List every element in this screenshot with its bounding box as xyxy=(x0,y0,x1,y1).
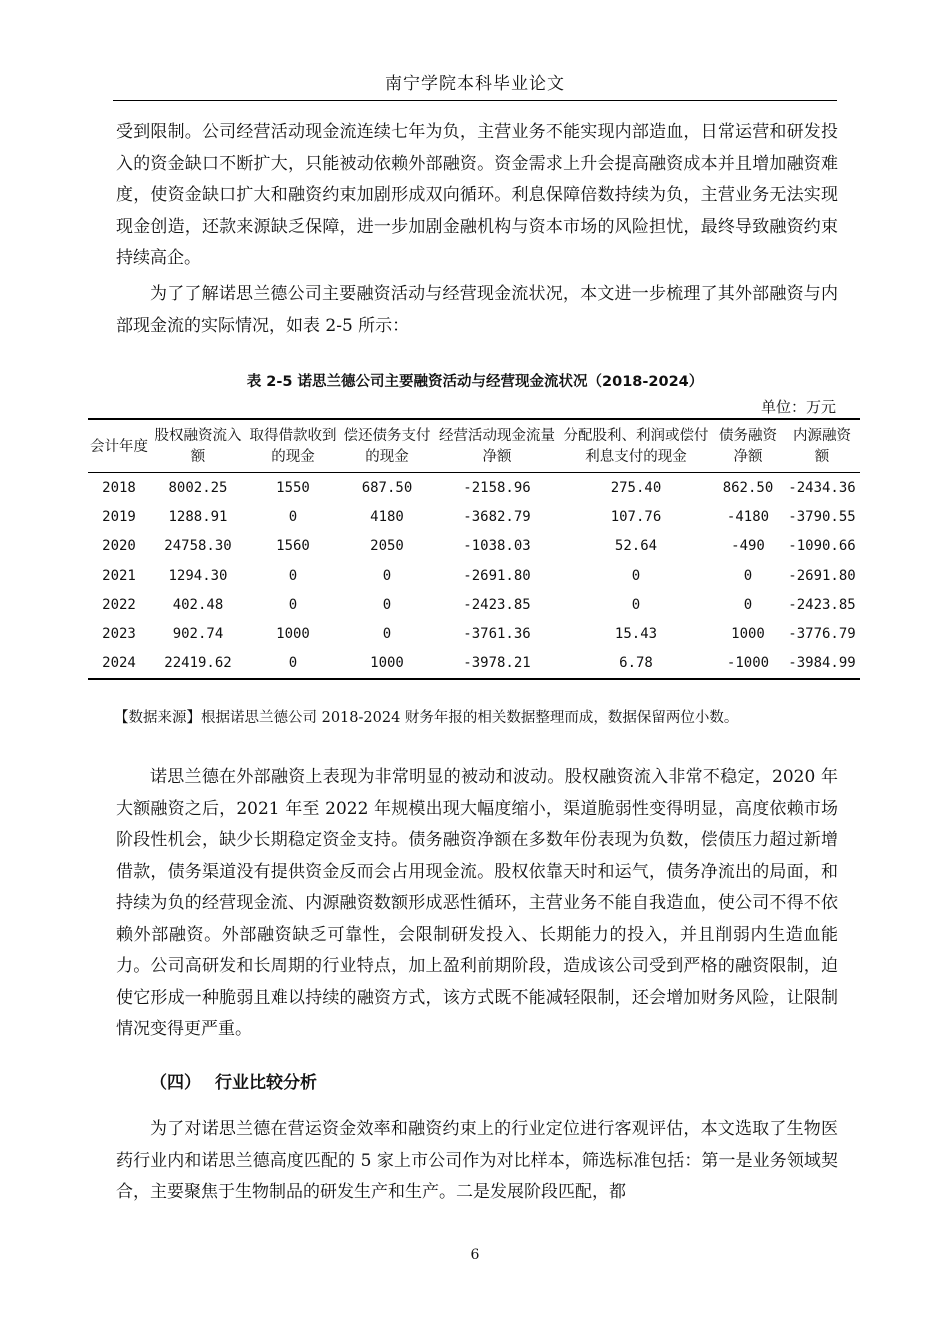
table-caption: 表 2-5 诺思兰德公司主要融资活动与经营现金流状况（2018-2024） xyxy=(246,374,704,390)
table-cell: -1038.03 xyxy=(463,538,531,555)
table-cell: 2050 xyxy=(370,538,404,555)
col-header-year: 会计年度 xyxy=(88,419,150,473)
col-header-borrowing-cash: 取得借款收到的现金 xyxy=(246,419,340,473)
paragraph-3: 诺思兰德在外部融资上表现为非常明显的被动和波动。股权融资流入非常不稳定，2020 年大额融资之后，2021 年至 2022 年规模出现大幅度缩小，渠道脆弱性变得明显，高度依赖市场阶段性机会，缺少长期稳定资金支持。债务融资净额在多数年份表现为负数，偿债压力超过新增借款，债务渠道没有提供资金反而会占用现金流。股权依靠天时和运气，债务净流出的局面，和持续为负的经营现金流、内源融资数额形成恶性循环，主营业务不能自我造血，使公司不得不依赖外部融资。外部融资缺乏可靠性，会限制研发投入、长期能力的投入，并且削弱内生造血能力。公司高研发和长周期的行业特点，加上盈利前期阶段，造成该公司受到严格的融资限制，迫使它形成一种脆弱且难以持续的融资方式，该方式既不能减轻限制，还会增加财务风险，让限制情况变得更严重。 xyxy=(116,767,838,1039)
table-cell: 0 xyxy=(743,567,753,584)
paragraph-1: 受到限制。公司经营活动现金流连续七年为负，主营业务不能实现内部造血，日常运营和研发投入的资金缺口不断扩大，只能被动依赖外部融资。资金需求上升会提高融资成本并且增加融资难度，使资金缺口扩大和融资约束加剧形成双向循环。利息保障倍数持续为负，主营业务无法实现现金创造，还款来源缺乏保障，进一步加剧金融机构与资本市场的风险担忧，最终导致融资约束持续高企。 xyxy=(116,122,838,268)
table-source-note: 【数据来源】根据诺思兰德公司 2018-2024 财务年报的相关数据整理而成，数据保留两位小数。 xyxy=(114,710,739,726)
table-unit: 单位：万元 xyxy=(760,398,836,416)
header-rule xyxy=(113,100,837,101)
table-cell: -3978.21 xyxy=(434,649,560,679)
table-cell: 6.78 xyxy=(560,649,712,679)
page-number: 6 xyxy=(470,1247,480,1263)
table-cell: 0 xyxy=(382,596,392,613)
col-header-equity-inflow: 股权融资流入额 xyxy=(150,419,246,473)
table-cell: -490 xyxy=(731,538,765,555)
table-cell: 0 xyxy=(382,567,392,584)
section-number: （四） xyxy=(150,1073,201,1093)
table-cell: 1000 xyxy=(340,649,434,679)
table-cell: 1560 xyxy=(276,538,310,555)
table-row xyxy=(88,619,860,648)
table-cell: 1000 xyxy=(731,626,765,643)
paragraph-2: 为了了解诺思兰德公司主要融资活动与经营现金流状况，本文进一步梳理了其外部融资与内部现金流的实际情况，如表 2-5 所示： xyxy=(116,284,838,336)
table-cell: -2158.96 xyxy=(463,479,531,496)
section-heading xyxy=(150,1070,317,1096)
paragraph-4: 为了对诺思兰德在营运资金效率和融资约束上的行业定位进行客观评估，本文选取了生物医药行业内和诺思兰德高度匹配的 5 家上市公司作为对比样本，筛选标准包括：第一是业务领域契合，主要聚焦于生物制品的研发生产和生产。二是发展阶段匹配，都 xyxy=(116,1119,838,1202)
table-cell: 902.74 xyxy=(172,626,224,643)
table-cell: 0 xyxy=(288,596,298,613)
table-cell: -3776.79 xyxy=(788,626,856,643)
table-cell: -3790.55 xyxy=(788,508,856,525)
table-cell: 0 xyxy=(631,596,641,613)
table-cell: 862.50 xyxy=(722,479,774,496)
table-cell: 0 xyxy=(288,567,298,584)
table-cell: 1288.91 xyxy=(168,508,228,525)
table-cell: 2018 xyxy=(102,479,136,496)
table-row xyxy=(88,590,860,619)
table-cell: 1000 xyxy=(276,626,310,643)
col-header-internal-financing: 内源融资额 xyxy=(784,419,860,473)
table-cell: 2022 xyxy=(102,596,136,613)
table-cell: 22419.62 xyxy=(150,649,246,679)
table-cell: 2023 xyxy=(102,626,136,643)
table-cell: -3761.36 xyxy=(463,626,531,643)
table-cell: -2691.80 xyxy=(463,567,531,584)
table-cell: -3984.99 xyxy=(784,649,860,679)
table-cell: 402.48 xyxy=(172,596,224,613)
table-cell: 0 xyxy=(288,508,298,525)
table-cell: 52.64 xyxy=(614,538,658,555)
table-cell: -4180 xyxy=(726,508,770,525)
table-cell: 2020 xyxy=(102,538,136,555)
col-header-dividend-interest: 分配股利、利润或偿付利息支付的现金 xyxy=(560,419,712,473)
table-row xyxy=(88,502,860,531)
table-cell: -3682.79 xyxy=(463,508,531,525)
table-cell: 15.43 xyxy=(614,626,658,643)
table-cell: -1090.66 xyxy=(788,538,856,555)
table-cell: 8002.25 xyxy=(168,479,228,496)
table-cell: 1294.30 xyxy=(168,567,228,584)
table-cell: 0 xyxy=(631,567,641,584)
table-cell: 107.76 xyxy=(610,508,662,525)
col-header-operating-cashflow: 经营活动现金流量净额 xyxy=(434,419,560,473)
financing-table xyxy=(88,418,860,680)
running-header: 南宁学院本科毕业论文 xyxy=(385,74,565,94)
table-header-row xyxy=(88,419,860,473)
table-cell: 1550 xyxy=(276,479,310,496)
table-cell: 0 xyxy=(382,626,392,643)
table-cell: 24758.30 xyxy=(164,538,232,555)
table-cell: 2019 xyxy=(102,508,136,525)
table-row xyxy=(88,532,860,561)
table-cell: -2691.80 xyxy=(788,567,856,584)
col-header-debt-repayment: 偿还债务支付的现金 xyxy=(340,419,434,473)
table-cell: -2423.85 xyxy=(463,596,531,613)
table-cell: 0 xyxy=(246,649,340,679)
table-cell: 4180 xyxy=(370,508,404,525)
section-title: 行业比较分析 xyxy=(215,1073,317,1093)
table-cell: 2024 xyxy=(88,649,150,679)
table-cell: 2021 xyxy=(102,567,136,584)
table-cell: 275.40 xyxy=(610,479,662,496)
table-row xyxy=(88,473,860,503)
table-row xyxy=(88,561,860,590)
table-cell: -2434.36 xyxy=(788,479,856,496)
table-cell: -1000 xyxy=(712,649,784,679)
col-header-debt-net: 债务融资净额 xyxy=(712,419,784,473)
table-cell: -2423.85 xyxy=(788,596,856,613)
table-cell: 687.50 xyxy=(361,479,413,496)
table-cell: 0 xyxy=(743,596,753,613)
table-row xyxy=(88,649,860,679)
